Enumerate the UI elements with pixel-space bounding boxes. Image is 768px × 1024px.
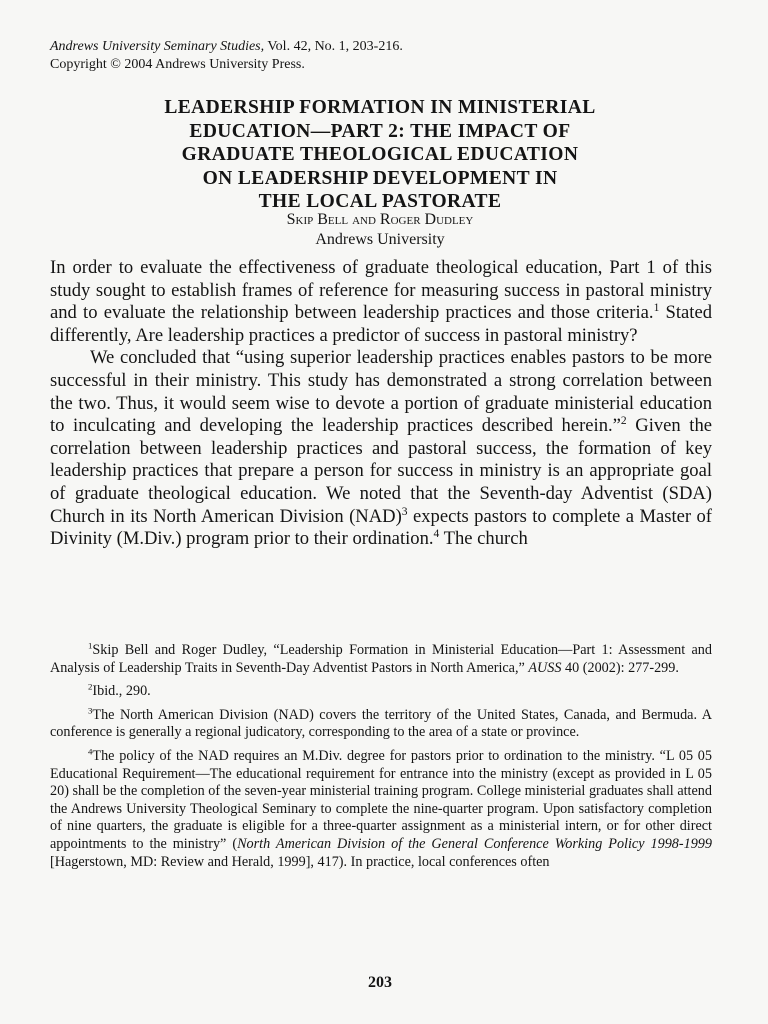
journal-details: Vol. 42, No. 1, 203-216.	[264, 39, 403, 54]
journal-name: Andrews University Seminary Studies,	[50, 39, 265, 54]
footnote-mark: 3	[88, 705, 93, 716]
body-paragraph: We concluded that “using superior leadership practices enables pastors to be more successful in their ministry. This study has demonstrated a strong correlation between the two. Thus, it would seem wise to devote a portion of graduate ministerial education to inculcating and developing the leadership practices described herein.”$^2$ Given the correlation between leadership practices and pastoral success, the formation of key leadership practices that prepare a person for success in ministry is an appropriate goal of graduate theological education. We noted that the Seventh-day Adventist (SDA) Church in its North American Division (NAD)$^3$ expects pastors to complete a Master of Divinity (M.Div.) program prior to their ordination.$^4$ The church	[50, 347, 712, 550]
footnote: $^1$Skip Bell and Roger Dudley, “Leadership Formation in Ministerial Education—Part 1: Assessment and Analysis of Leadership Traits in Seventh-Day Adventist Pastors in North America,” AUSS 40 (2002): 277-299.	[50, 640, 712, 676]
title-line: THE LOCAL PASTORATE	[258, 191, 502, 212]
journal-header	[50, 38, 403, 74]
footnote: $^2$Ibid., 290.	[88, 681, 151, 700]
footnote-ref[interactable]: 4	[433, 527, 440, 540]
footnote-ref[interactable]: 2	[620, 414, 627, 427]
title-line: LEADERSHIP FORMATION IN MINISTERIAL	[164, 97, 596, 118]
footnotes	[50, 642, 712, 877]
footnote-mark: 1	[88, 640, 93, 651]
page-number: 203	[368, 974, 392, 991]
footnote-mark: 2	[88, 681, 93, 692]
title-line: EDUCATION—PART 2: THE IMPACT OF	[189, 120, 571, 142]
article-authors: Skip Bell and Roger Dudley	[286, 211, 474, 228]
copyright-line: Copyright © 2004 Andrews University Press.	[50, 57, 305, 72]
footnote-ref[interactable]: 3	[401, 505, 408, 518]
footnote-mark: 4	[88, 746, 93, 757]
policy-title: North American Division of the General Conference Working Policy 1998-1999	[237, 835, 712, 852]
journal-abbrev: AUSS	[528, 659, 562, 676]
body-paragraph: In order to evaluate the effectiveness of graduate theological education, Part 1 of this study sought to establish frames of reference for measuring success in pastoral ministry and to evaluate the relationship between leadership practices and those criteria.$^1$ Stated differently, Are leadership practices a predictor of success in pastoral ministry?	[50, 257, 713, 346]
citation-line	[50, 38, 403, 56]
footnote-ref[interactable]: 1	[653, 302, 660, 314]
title-line: ON LEADERSHIP DEVELOPMENT IN	[202, 167, 558, 189]
article-title	[60, 96, 700, 214]
footnote: $^3$The North American Division (NAD) covers the territory of the United States, Canada, and Bermuda. A conference is generally a regional judicatory, corresponding to the area of a state or province.	[50, 705, 712, 741]
author-affiliation: Andrews University	[315, 231, 445, 248]
title-line: GRADUATE THEOLOGICAL EDUCATION	[181, 144, 579, 165]
article-body	[50, 257, 712, 551]
footnote: $^4$The policy of the NAD requires an M.Div. degree for pastors prior to ordination to the ministry. “L 05 05 Educational Requirement—The educational requirement for entrance into the ministry (except as provided in L 05 20) shall be the completion of the seven-year ministerial training program. College ministerial graduates shall attend the Andrews University Theological Seminary to complete the nine-quarter program. Upon satisfactory completion of nine quarters, the graduate is eligible for a three-quarter assignment as a ministerial intern, or for other direct appointments to the ministry” (North American Division of the General Conference Working Policy 1998-1999 [Hagerstown, MD: Review and Herald, 1999], 417). In practice, local conferences often	[50, 746, 712, 870]
